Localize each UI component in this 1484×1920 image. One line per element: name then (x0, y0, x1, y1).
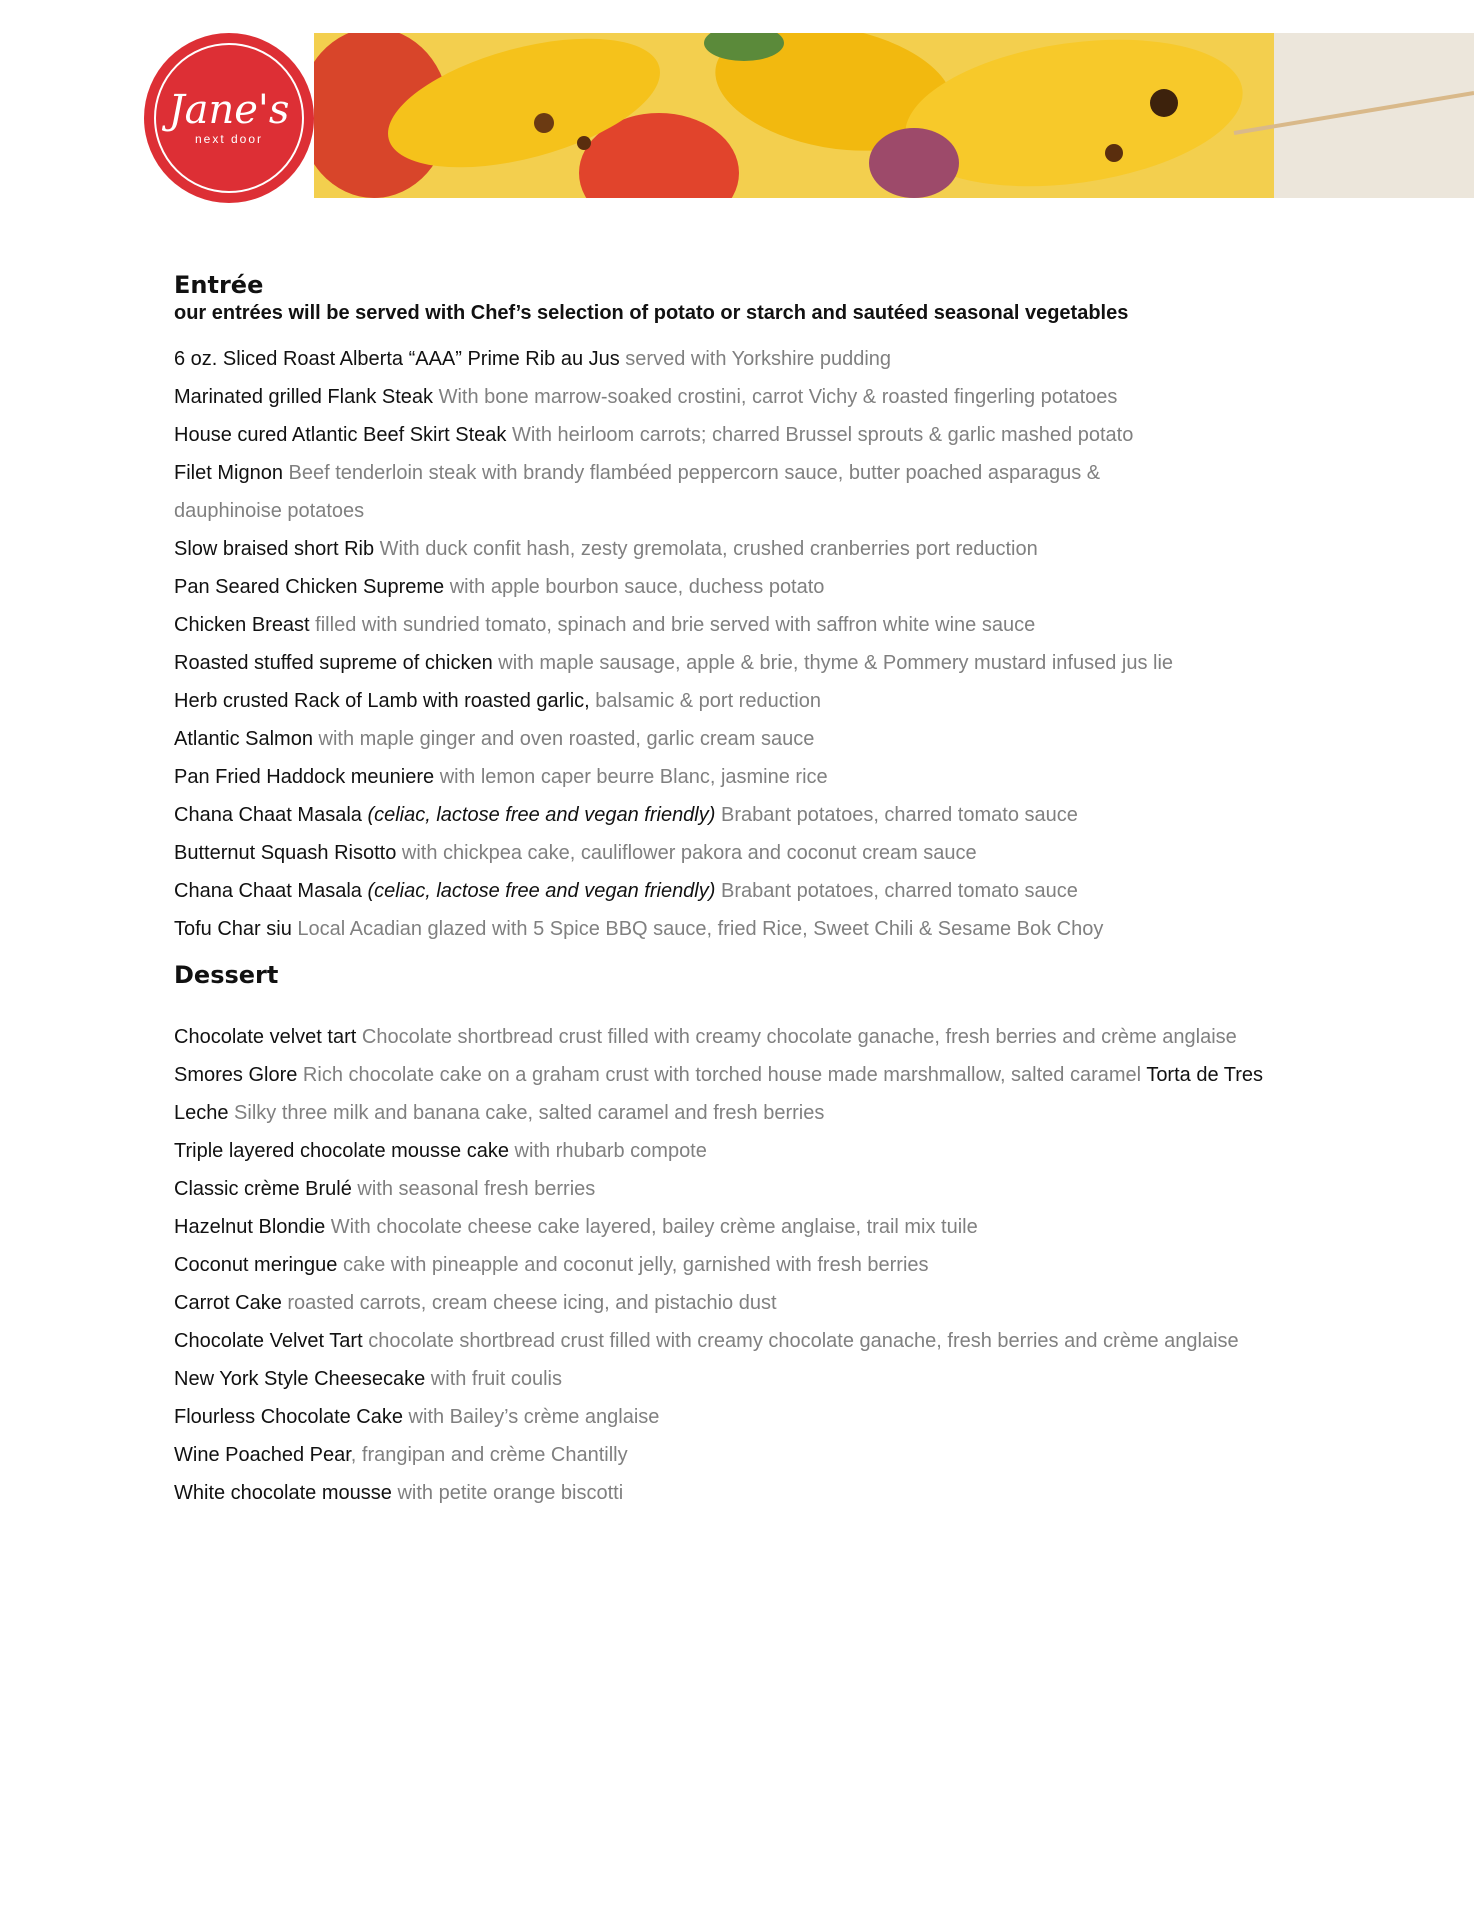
header (0, 0, 1484, 210)
item-desc: roasted carrots, cream cheese icing, and pistachio dust (281, 1292, 777, 1314)
entree-list (174, 340, 1314, 948)
menu-item (174, 568, 1314, 606)
item-desc: chocolate shortbread crust filled with creamy chocolate ganache, fresh berries and crème anglaise (362, 1330, 1239, 1352)
menu-item (174, 1132, 1314, 1170)
item-name: Classic crème Brulé (174, 1178, 352, 1200)
item-name: Pan Seared Chicken Supreme (174, 576, 445, 598)
menu-item (174, 834, 1314, 872)
item-desc: with Bailey’s crème anglaise (403, 1406, 660, 1428)
menu-item (174, 378, 1314, 416)
item-desc: with chickpea cake, cauliflower pakora and coconut cream sauce (396, 842, 977, 864)
item-desc: with apple bourbon sauce, duchess potato (444, 576, 825, 598)
item-name: 6 oz. Sliced Roast Alberta “AAA” Prime Rib au Jus (174, 348, 620, 370)
corn-illustration (314, 33, 1474, 198)
item-desc: With bone marrow-soaked crostini, carrot Vichy & roasted fingerling potatoes (433, 386, 1118, 408)
item-name: Chana Chaat Masala (174, 880, 368, 902)
item-name: Filet Mignon (174, 462, 283, 484)
item-name: Triple layered chocolate mousse cake (174, 1140, 509, 1162)
item-name: Butternut Squash Risotto (174, 842, 397, 864)
item-desc: With heirloom carrots; charred Brussel sprouts & garlic mashed potato (506, 424, 1134, 446)
item-name: Herb crusted Rack of Lamb with roasted garlic, (174, 690, 590, 712)
item-desc: with rhubarb compote (508, 1140, 707, 1162)
menu-content (174, 270, 1314, 1512)
menu-item (174, 1284, 1314, 1322)
item-desc: with maple ginger and oven roasted, garlic cream sauce (312, 728, 815, 750)
item-desc: , frangipan and crème Chantilly (350, 1444, 628, 1466)
menu-item (174, 1246, 1314, 1284)
item-desc: with fruit coulis (425, 1368, 562, 1390)
item-desc: With duck confit hash, zesty gremolata, crushed cranberries port reduction (374, 538, 1038, 560)
dessert-title: Dessert (174, 961, 279, 989)
item-desc: Chocolate shortbread crust filled with creamy chocolate ganache, fresh berries and crème anglaise (356, 1026, 1237, 1048)
item-name: Pan Fried Haddock meuniere (174, 766, 435, 788)
item-desc: with maple sausage, apple & brie, thyme & Pommery mustard infused jus lie (492, 652, 1174, 674)
item-name: New York Style Cheesecake (174, 1368, 426, 1390)
item-name: House cured Atlantic Beef Skirt Steak (174, 424, 507, 446)
item-desc: served with Yorkshire pudding (619, 348, 892, 370)
menu-item (174, 1322, 1314, 1360)
logo-text (168, 87, 290, 146)
item-name: Tofu Char siu (174, 918, 292, 940)
item-name: Carrot Cake (174, 1292, 282, 1314)
corn-banner-image (314, 33, 1474, 198)
menu-item (174, 1436, 1314, 1474)
item-name: Chocolate Velvet Tart (174, 1330, 363, 1352)
item-desc: Rich chocolate cake on a graham crust with torched house made marshmallow, salted caramel (297, 1064, 1147, 1086)
item-name: Atlantic Salmon (174, 728, 313, 750)
item-desc: balsamic & port reduction (589, 690, 821, 712)
menu-item (174, 910, 1314, 948)
item-desc: Brabant potatoes, charred tomato sauce (715, 804, 1078, 826)
item-desc: Brabant potatoes, charred tomato sauce (715, 880, 1078, 902)
menu-item (174, 340, 1314, 378)
item-desc: with lemon caper beurre Blanc, jasmine rice (434, 766, 828, 788)
logo-tagline: next door (194, 132, 264, 146)
menu-item (174, 1474, 1314, 1512)
menu-item (174, 1360, 1314, 1398)
item-name: Roasted stuffed supreme of chicken (174, 652, 493, 674)
item-name: White chocolate mousse (174, 1482, 392, 1504)
item-name: Marinated grilled Flank Steak (174, 386, 434, 408)
item-desc: cake with pineapple and coconut jelly, garnished with fresh berries (337, 1254, 929, 1276)
menu-item (174, 758, 1314, 796)
item-desc: with petite orange biscotti (391, 1482, 624, 1504)
menu-item (174, 872, 1314, 910)
menu-item (174, 1398, 1314, 1436)
item-desc: With chocolate cheese cake layered, bailey crème anglaise, trail mix tuile (325, 1216, 978, 1238)
menu-item (174, 1018, 1314, 1056)
menu-item (174, 1208, 1314, 1246)
menu-item (174, 606, 1314, 644)
item-desc: Beef tenderloin steak with brandy flambéed peppercorn sauce, butter poached asparagus & dauphinoise potatoes (174, 462, 1101, 522)
dessert-list (174, 1018, 1314, 1512)
item-name: Coconut meringue (174, 1254, 338, 1276)
menu-item (174, 796, 1314, 834)
item-name: Slow braised short Rib (174, 538, 375, 560)
item-name: Smores Glore (174, 1064, 298, 1086)
menu-item (174, 454, 1314, 530)
item-name: Chana Chaat Masala (174, 804, 368, 826)
menu-item (174, 530, 1314, 568)
item-desc: with seasonal fresh berries (351, 1178, 596, 1200)
item-name: Flourless Chocolate Cake (174, 1406, 403, 1428)
entree-title: Entrée (174, 271, 264, 299)
logo-name: Jane's (168, 87, 290, 133)
janes-logo (144, 33, 314, 203)
item-name: Chocolate velvet tart (174, 1026, 357, 1048)
menu-item (174, 1056, 1314, 1132)
item-desc: Silky three milk and banana cake, salted caramel and fresh berries (228, 1102, 825, 1124)
item-name: Chicken Breast (174, 614, 310, 636)
menu-item (174, 1170, 1314, 1208)
menu-item (174, 682, 1314, 720)
menu-item (174, 720, 1314, 758)
menu-item (174, 644, 1314, 682)
item-desc: filled with sundried tomato, spinach and brie served with saffron white wine sauce (309, 614, 1036, 636)
item-note: (celiac, lactose free and vegan friendly) (367, 880, 716, 902)
item-name: Wine Poached Pear (174, 1444, 351, 1466)
menu-item (174, 416, 1314, 454)
item-name: Hazelnut Blondie (174, 1216, 326, 1238)
entree-subtitle: our entrées will be served with Chef’s selection of potato or starch and sautéed seasonal vegetables (174, 302, 1129, 324)
item-desc: Local Acadian glazed with 5 Spice BBQ sauce, fried Rice, Sweet Chili & Sesame Bok Choy (291, 918, 1104, 940)
item-note: (celiac, lactose free and vegan friendly) (367, 804, 716, 826)
item-name: Torta de Tres Leche (174, 1064, 1264, 1124)
